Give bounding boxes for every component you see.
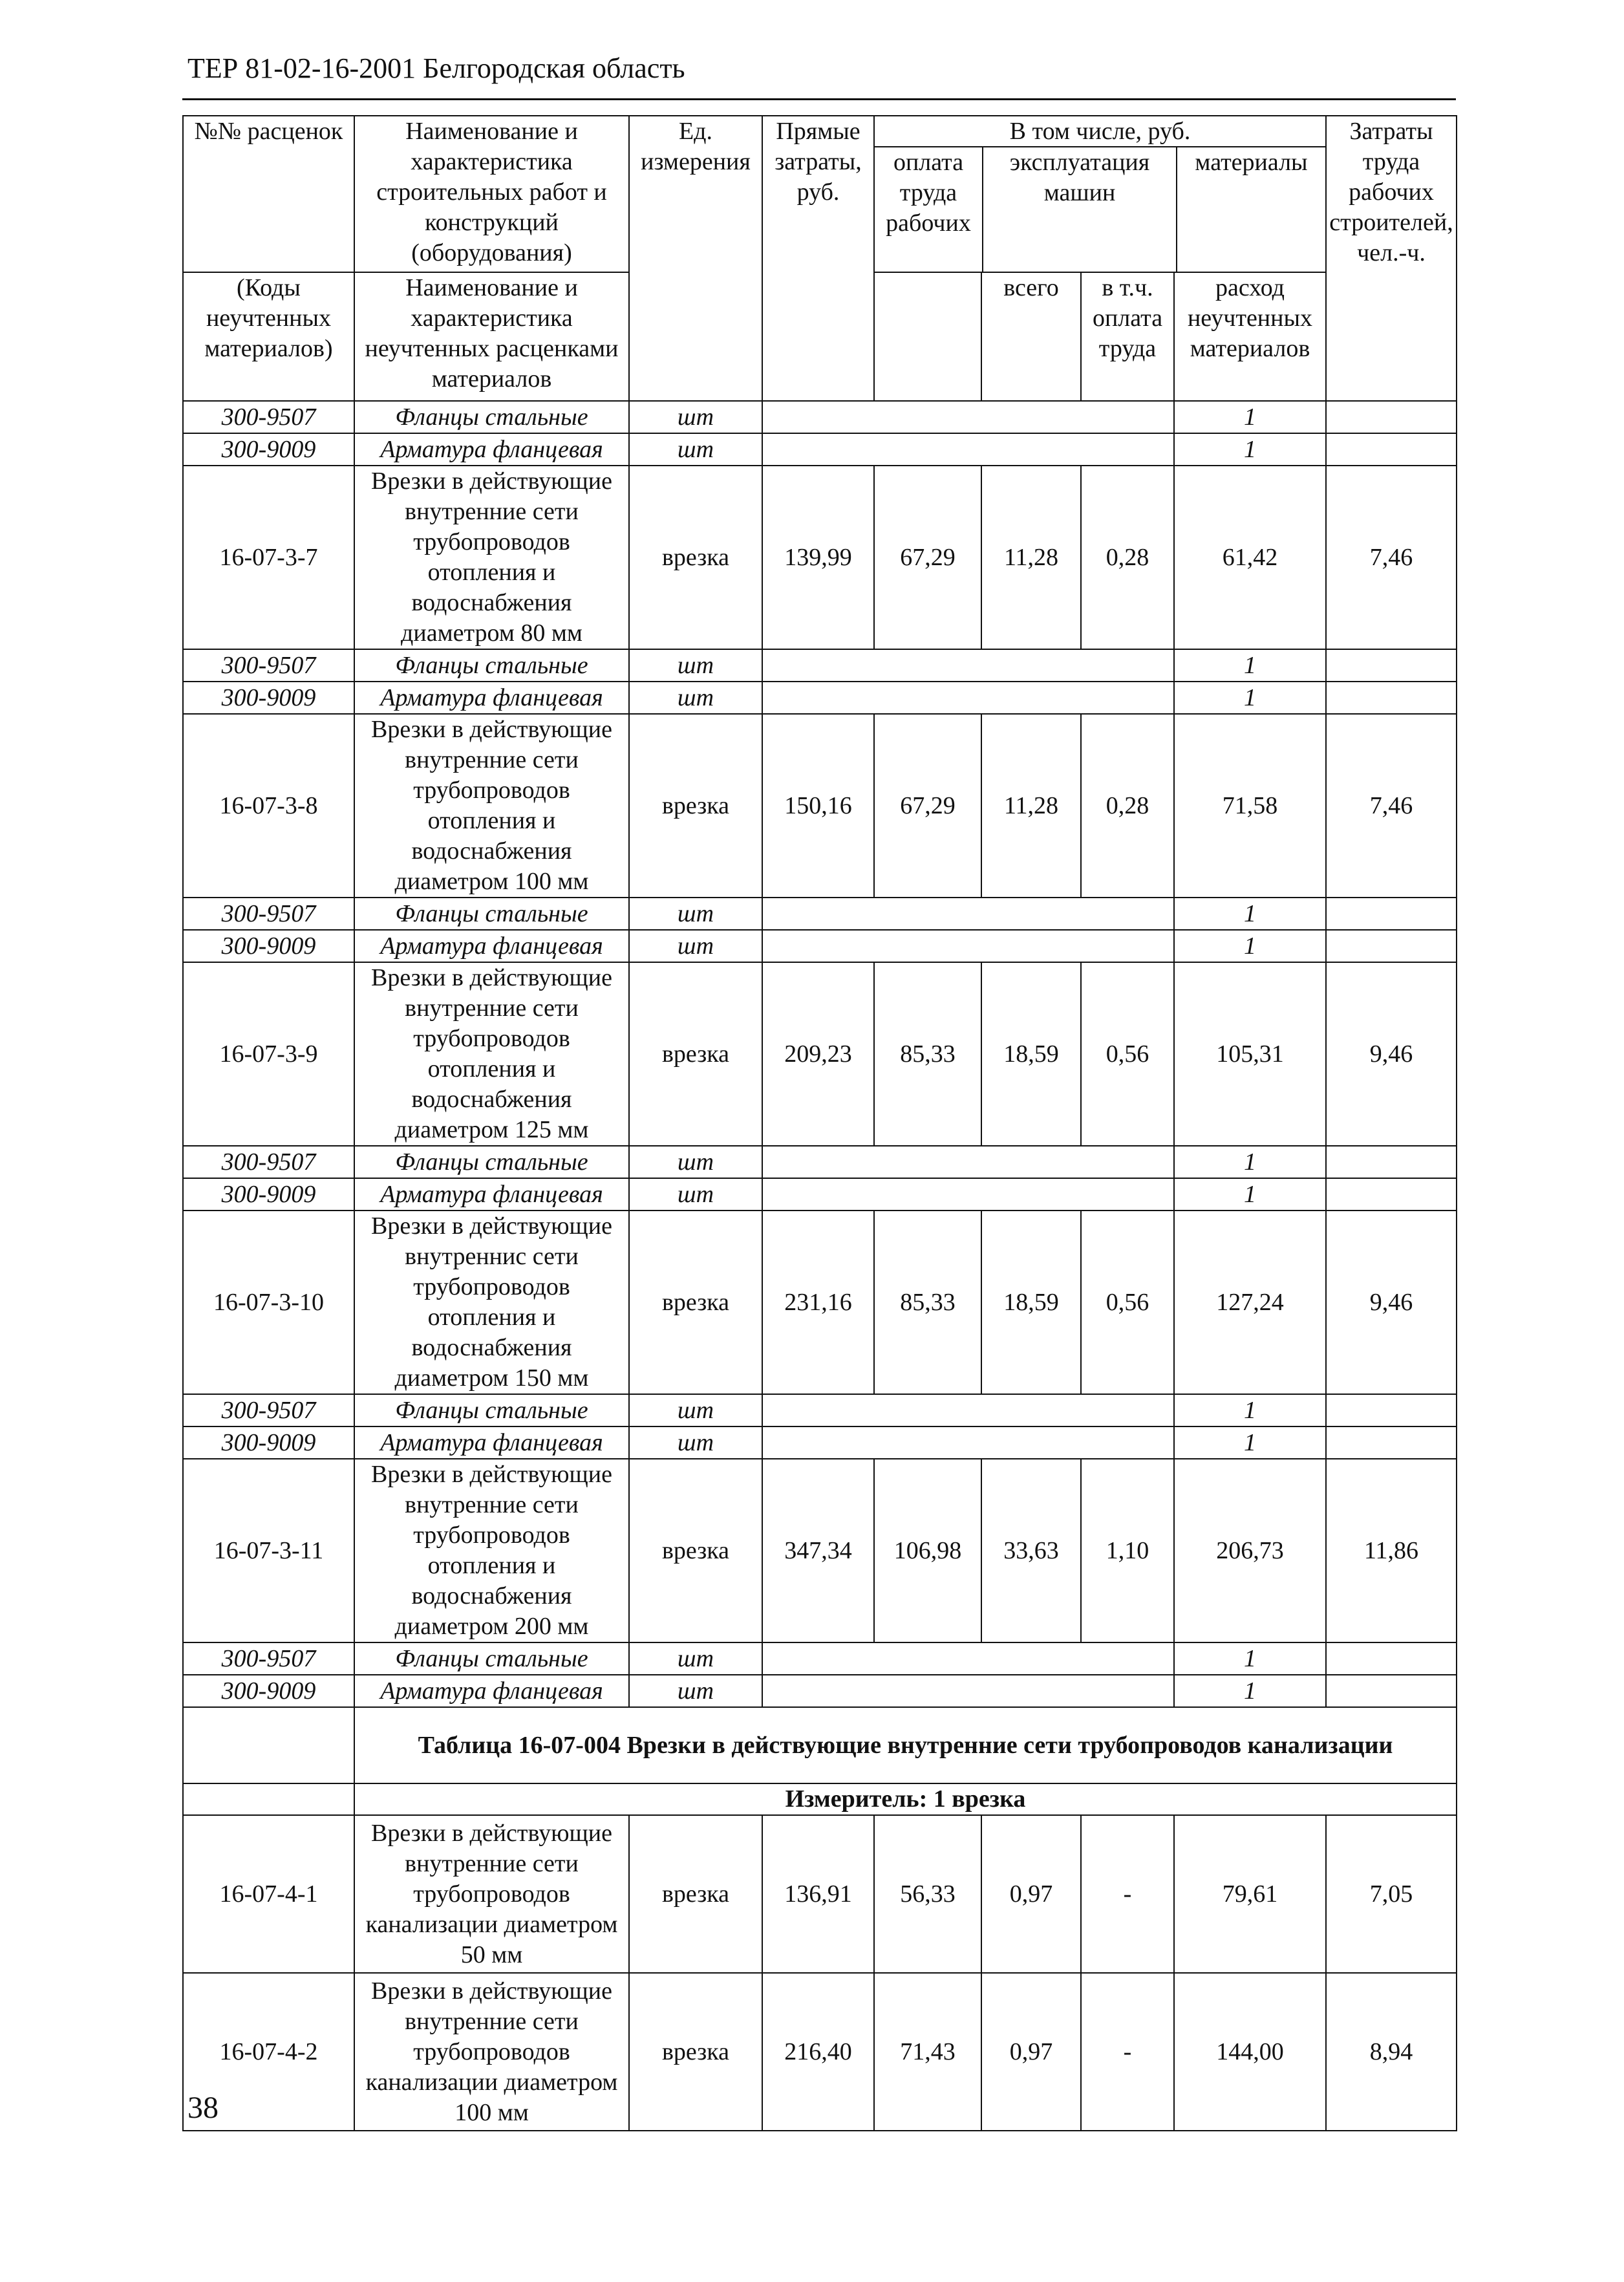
- col-codes-header: (Коды неучтенных материалов): [183, 272, 354, 401]
- measure-row: [183, 1783, 1457, 1815]
- rate-wage: 106,98: [874, 1459, 981, 1642]
- material-empty: [762, 1394, 1174, 1426]
- rate-row: [183, 1211, 1457, 1394]
- rate-code: 16-07-3-7: [183, 466, 354, 649]
- material-labor-empty: [1326, 898, 1457, 930]
- header-row-1: [183, 116, 1457, 272]
- rate-labor: 9,46: [1326, 962, 1457, 1146]
- rate-code: 16-07-4-2: [183, 1973, 354, 2131]
- material-unit: шт: [629, 649, 762, 682]
- material-empty: [762, 649, 1174, 682]
- rate-machine-wage: 0,56: [1081, 962, 1174, 1146]
- material-labor-empty: [1326, 1178, 1457, 1211]
- rate-unit: врезка: [629, 1815, 762, 1973]
- rate-wage: 85,33: [874, 962, 981, 1146]
- section-title-row: [183, 1707, 1457, 1783]
- material-code: 300-9009: [183, 1426, 354, 1459]
- rate-machines: 11,28: [981, 714, 1081, 898]
- col-wage-header: оплата труда рабочих: [875, 147, 983, 272]
- material-unit: шт: [629, 1146, 762, 1178]
- rate-materials: 105,31: [1174, 962, 1326, 1146]
- page-number: 38: [187, 2091, 219, 2125]
- material-empty: [762, 1178, 1174, 1211]
- rate-row: [183, 466, 1457, 649]
- material-empty: [762, 1642, 1174, 1675]
- rate-name: Врезки в действующие внутренние сети трубопроводов отопления и водоснабжения диаметром 80 мм: [354, 466, 629, 649]
- rate-unit: врезка: [629, 1211, 762, 1394]
- rate-materials: 127,24: [1174, 1211, 1326, 1394]
- material-name: Арматура фланцевая: [354, 1426, 629, 1459]
- material-labor-empty: [1326, 1394, 1457, 1426]
- col-wage-sub-empty: [874, 272, 981, 401]
- col-incl-wage-header: в т.ч. оплата труда: [1081, 272, 1174, 401]
- material-empty: [762, 1426, 1174, 1459]
- material-qty: 1: [1174, 649, 1326, 682]
- material-unit: шт: [629, 1394, 762, 1426]
- material-labor-empty: [1326, 1146, 1457, 1178]
- rate-machines: 0,97: [981, 1815, 1081, 1973]
- material-labor-empty: [1326, 433, 1457, 466]
- material-qty: 1: [1174, 898, 1326, 930]
- rate-wage: 67,29: [874, 714, 981, 898]
- material-row: [183, 1642, 1457, 1675]
- material-unit: шт: [629, 433, 762, 466]
- rate-labor: 11,86: [1326, 1459, 1457, 1642]
- rate-direct-cost: 209,23: [762, 962, 874, 1146]
- rate-wage: 85,33: [874, 1211, 981, 1394]
- rate-materials: 61,42: [1174, 466, 1326, 649]
- rate-name: Врезки в действующие внутреннис сети трубопроводов отопления и водоснабжения диаметром 150 мм: [354, 1211, 629, 1394]
- material-code: 300-9009: [183, 930, 354, 962]
- material-qty: 1: [1174, 401, 1326, 433]
- rate-wage: 56,33: [874, 1815, 981, 1973]
- material-name: Фланцы стальные: [354, 1642, 629, 1675]
- col-mat-use-header: расход неучтенных материалов: [1174, 272, 1326, 401]
- rate-unit: врезка: [629, 1459, 762, 1642]
- rate-name: Врезки в действующие внутренние сети трубопроводов канализации диаметром 100 мм: [354, 1973, 629, 2131]
- material-qty: 1: [1174, 1642, 1326, 1675]
- rate-direct-cost: 216,40: [762, 1973, 874, 2131]
- rate-labor: 9,46: [1326, 1211, 1457, 1394]
- material-name: Арматура фланцевая: [354, 1675, 629, 1707]
- rate-machines: 33,63: [981, 1459, 1081, 1642]
- rate-machine-wage: 0,28: [1081, 714, 1174, 898]
- rate-machine-wage: 0,56: [1081, 1211, 1174, 1394]
- material-labor-empty: [1326, 930, 1457, 962]
- rate-row: [183, 1973, 1457, 2131]
- material-name: Фланцы стальные: [354, 1146, 629, 1178]
- material-qty: 1: [1174, 1146, 1326, 1178]
- material-row: [183, 1426, 1457, 1459]
- material-row: [183, 930, 1457, 962]
- rate-name: Врезки в действующие внутренние сети трубопроводов отопления и водоснабжения диаметром 125 мм: [354, 962, 629, 1146]
- rate-row: [183, 714, 1457, 898]
- material-empty: [762, 930, 1174, 962]
- material-labor-empty: [1326, 401, 1457, 433]
- material-qty: 1: [1174, 1394, 1326, 1426]
- rate-row: [183, 1459, 1457, 1642]
- rate-direct-cost: 139,99: [762, 466, 874, 649]
- material-qty: 1: [1174, 682, 1326, 714]
- material-row: [183, 401, 1457, 433]
- material-code: 300-9507: [183, 649, 354, 682]
- rate-row: [183, 962, 1457, 1146]
- material-name: Фланцы стальные: [354, 401, 629, 433]
- material-qty: 1: [1174, 1675, 1326, 1707]
- rate-machine-wage: -: [1081, 1815, 1174, 1973]
- col-total-header: всего: [981, 272, 1081, 401]
- material-name: Арматура фланцевая: [354, 930, 629, 962]
- col-machines-header: эксплуатация машин: [983, 147, 1177, 272]
- col-unit-header: Ед. измерения: [629, 116, 762, 401]
- col-name-header: Наименование и характеристика строительных работ и конструкций (оборудования): [354, 116, 629, 272]
- material-code: 300-9507: [183, 1394, 354, 1426]
- section-title-empty: [183, 1707, 354, 1783]
- rate-wage: 67,29: [874, 466, 981, 649]
- material-unit: шт: [629, 682, 762, 714]
- material-code: 300-9009: [183, 682, 354, 714]
- measure-empty: [183, 1783, 354, 1815]
- material-code: 300-9507: [183, 1642, 354, 1675]
- rate-direct-cost: 347,34: [762, 1459, 874, 1642]
- material-code: 300-9009: [183, 1178, 354, 1211]
- material-row: [183, 1178, 1457, 1211]
- material-empty: [762, 433, 1174, 466]
- material-unit: шт: [629, 401, 762, 433]
- rate-machine-wage: 0,28: [1081, 466, 1174, 649]
- rate-row: [183, 1815, 1457, 1973]
- rate-labor: 7,46: [1326, 714, 1457, 898]
- rate-direct-cost: 231,16: [762, 1211, 874, 1394]
- header-rule: [182, 98, 1456, 100]
- material-unit: шт: [629, 1675, 762, 1707]
- material-name: Фланцы стальные: [354, 898, 629, 930]
- rate-direct-cost: 150,16: [762, 714, 874, 898]
- rate-machines: 11,28: [981, 466, 1081, 649]
- material-row: [183, 433, 1457, 466]
- col-including-header: В том числе, руб.: [875, 116, 1325, 147]
- material-code: 300-9507: [183, 1146, 354, 1178]
- material-name: Фланцы стальные: [354, 1394, 629, 1426]
- rate-machine-wage: -: [1081, 1973, 1174, 2131]
- measure-unit: Измеритель: 1 врезка: [354, 1783, 1457, 1815]
- material-labor-empty: [1326, 1642, 1457, 1675]
- col-num-header: №№ расценок: [183, 116, 354, 272]
- table-body: [183, 116, 1457, 2131]
- material-row: [183, 1394, 1457, 1426]
- rate-code: 16-07-3-9: [183, 962, 354, 1146]
- material-name: Арматура фланцевая: [354, 433, 629, 466]
- rate-code: 16-07-3-8: [183, 714, 354, 898]
- material-code: 300-9009: [183, 433, 354, 466]
- material-empty: [762, 898, 1174, 930]
- material-qty: 1: [1174, 1426, 1326, 1459]
- rate-code: 16-07-3-10: [183, 1211, 354, 1394]
- material-name: Арматура фланцевая: [354, 1178, 629, 1211]
- material-name: Арматура фланцевая: [354, 682, 629, 714]
- material-labor-empty: [1326, 1675, 1457, 1707]
- material-unit: шт: [629, 1426, 762, 1459]
- rate-machines: 0,97: [981, 1973, 1081, 2131]
- material-labor-empty: [1326, 649, 1457, 682]
- rate-wage: 71,43: [874, 1973, 981, 2131]
- rate-machines: 18,59: [981, 962, 1081, 1146]
- material-empty: [762, 1146, 1174, 1178]
- material-labor-empty: [1326, 682, 1457, 714]
- price-table: [182, 115, 1457, 2131]
- material-unit: шт: [629, 930, 762, 962]
- material-name: Фланцы стальные: [354, 649, 629, 682]
- rate-labor: 7,46: [1326, 466, 1457, 649]
- col-materials-header: материалы: [1195, 149, 1308, 176]
- material-code: 300-9507: [183, 898, 354, 930]
- material-row: [183, 682, 1457, 714]
- material-row: [183, 898, 1457, 930]
- rate-unit: врезка: [629, 714, 762, 898]
- material-empty: [762, 682, 1174, 714]
- rate-labor: 8,94: [1326, 1973, 1457, 2131]
- rate-name: Врезки в действующие внутренние сети трубопроводов канализации диаметром 50 мм: [354, 1815, 629, 1973]
- document-header: ТЕР 81-02-16-2001 Белгородская область: [187, 52, 685, 84]
- rate-direct-cost: 136,91: [762, 1815, 874, 1973]
- section-title: Таблица 16-07-004 Врезки в действующие внутренние сети трубопроводов канализации: [354, 1707, 1457, 1783]
- material-row: [183, 1146, 1457, 1178]
- rate-unit: врезка: [629, 1973, 762, 2131]
- material-qty: 1: [1174, 1178, 1326, 1211]
- material-qty: 1: [1174, 930, 1326, 962]
- material-empty: [762, 1675, 1174, 1707]
- material-unit: шт: [629, 1178, 762, 1211]
- rate-name: Врезки в действующие внутренние сети трубопроводов отопления и водоснабжения диаметром 200 мм: [354, 1459, 629, 1642]
- rate-materials: 79,61: [1174, 1815, 1326, 1973]
- rate-machines: 18,59: [981, 1211, 1081, 1394]
- col-labor-header: Затраты труда рабочих строителей, чел.-ч.: [1326, 116, 1457, 401]
- material-code: 300-9009: [183, 1675, 354, 1707]
- rate-materials: 71,58: [1174, 714, 1326, 898]
- rate-labor: 7,05: [1326, 1815, 1457, 1973]
- rate-code: 16-07-4-1: [183, 1815, 354, 1973]
- rate-materials: 144,00: [1174, 1973, 1326, 2131]
- col-including-group: [874, 116, 1326, 272]
- material-empty: [762, 401, 1174, 433]
- material-row: [183, 1675, 1457, 1707]
- material-unit: шт: [629, 1642, 762, 1675]
- rate-machine-wage: 1,10: [1081, 1459, 1174, 1642]
- material-qty: 1: [1174, 433, 1326, 466]
- material-row: [183, 649, 1457, 682]
- col-direct-header: Прямые затраты, руб.: [762, 116, 874, 401]
- material-labor-empty: [1326, 1426, 1457, 1459]
- rate-code: 16-07-3-11: [183, 1459, 354, 1642]
- material-unit: шт: [629, 898, 762, 930]
- rate-name: Врезки в действующие внутренние сети трубопроводов отопления и водоснабжения диаметром 100 мм: [354, 714, 629, 898]
- rate-materials: 206,73: [1174, 1459, 1326, 1642]
- rate-unit: врезка: [629, 962, 762, 1146]
- col-name-mat-header: Наименование и характеристика неучтенных расценками материалов: [354, 272, 629, 401]
- rate-unit: врезка: [629, 466, 762, 649]
- material-code: 300-9507: [183, 401, 354, 433]
